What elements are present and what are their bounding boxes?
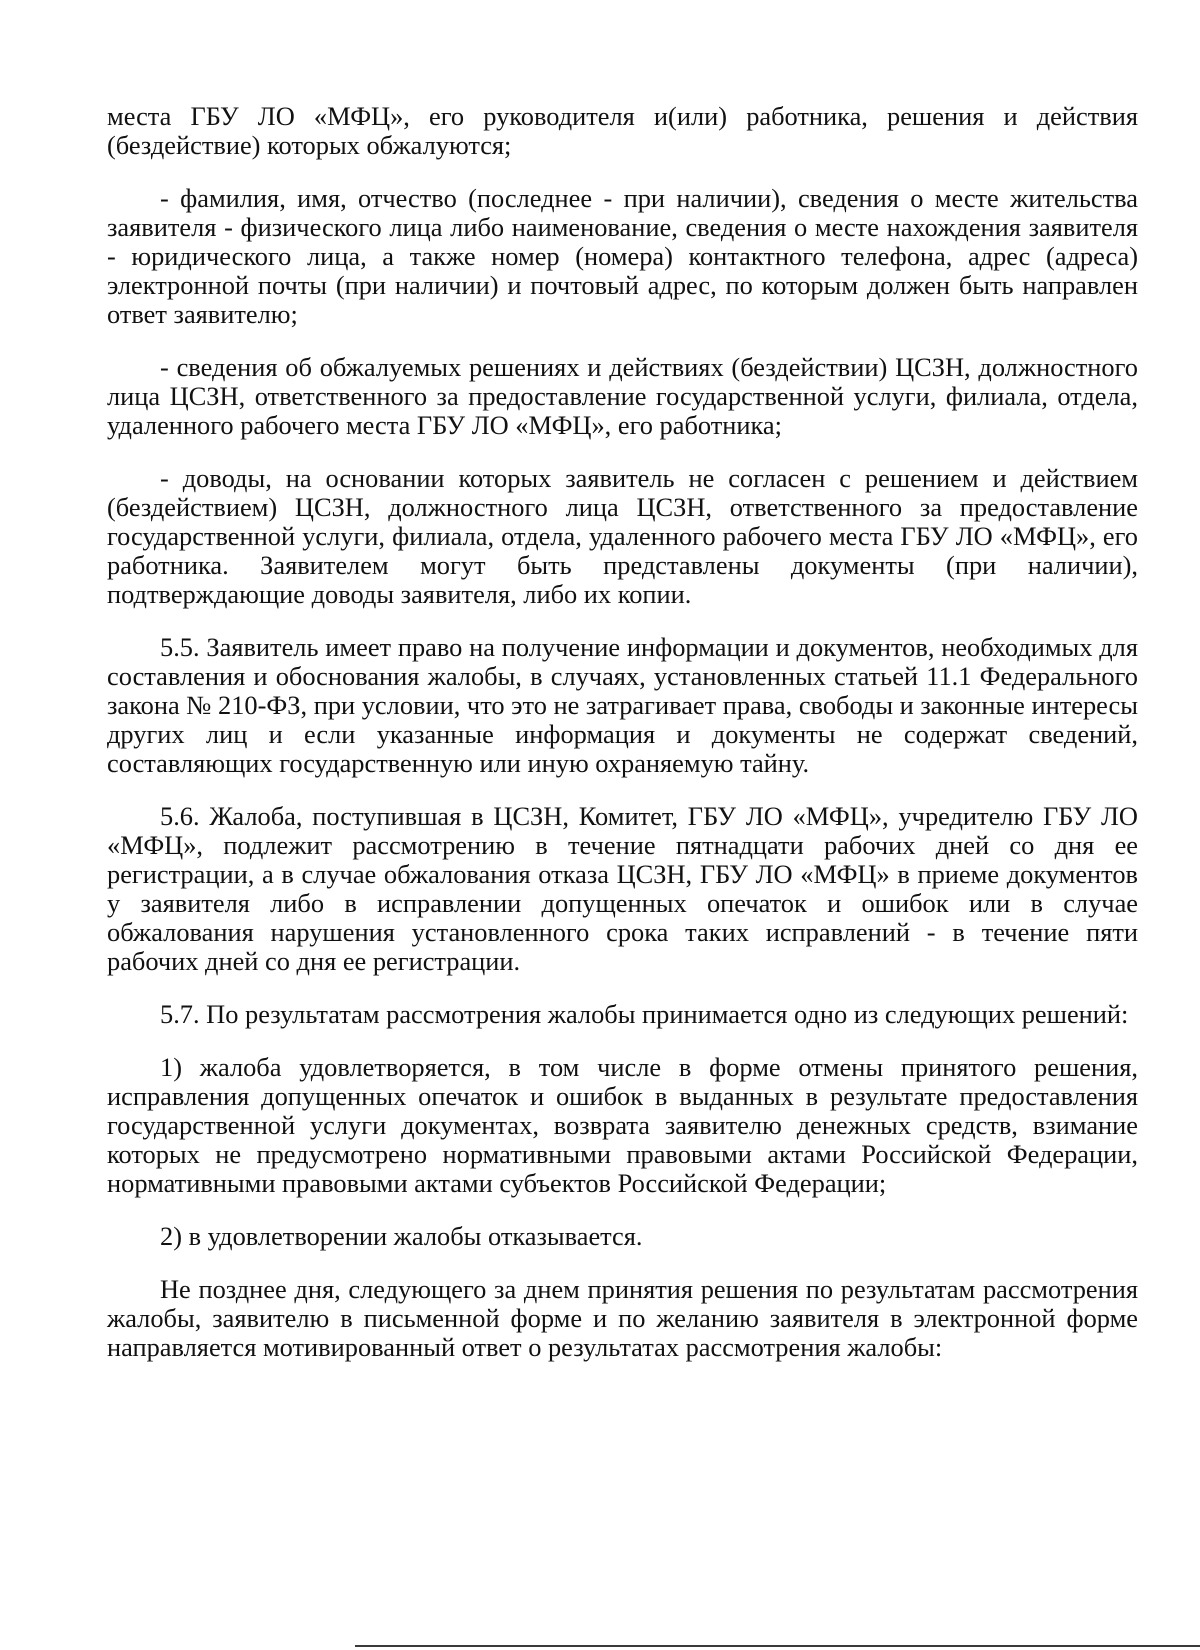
paragraph-5-6: 5.6. Жалоба, поступившая в ЦСЗН, Комитет, ГБУ ЛО «МФЦ», учредителю ГБУ ЛО «МФЦ», подлежит рассмотрению в течение пятнадцати рабочих дней со дня ее регистрации, а в случае обжалования отказа ЦСЗН, ГБУ ЛО «МФЦ» в приеме документов у заявителя либо в исправлении допущенных опечаток и ошибок или в случае обжалования нарушения установленного срока таких исправлений - в течение пяти рабочих дней со дня ее регистрации. [107, 801, 1138, 976]
paragraph-applicant-name: - фамилия, имя, отчество (последнее - при наличии), сведения о месте жительства заявителя - физического лица либо наименование, сведения о месте нахождения заявителя - юридического лица, а также номер (номера) контактного телефона, адрес (адреса) электронной почты (при наличии) и почтовый адрес, по которым должен быть направлен ответ заявителю; [107, 183, 1138, 329]
paragraph-arguments: - доводы, на основании которых заявитель не согласен с решением и действием (бездействием) ЦСЗН, должностного лица ЦСЗН, ответственного за предоставление государственной услуги, филиала, отдела, удаленного рабочего места ГБУ ЛО «МФЦ», его работника. Заявителем могут быть представлены документы (при наличии), подтверждающие доводы заявителя, либо их копии. [107, 463, 1138, 609]
paragraph-decision-1: 1) жалоба удовлетворяется, в том числе в форме отмены принятого решения, исправления допущенных опечаток и ошибок в выданных в результате предоставления государственной услуги документах, возврата заявителю денежных средств, взимание которых не предусмотрено нормативными правовыми актами Российской Федерации, нормативными правовыми актами субъектов Российской Федерации; [107, 1052, 1138, 1198]
bottom-edge-line [355, 1645, 1200, 1647]
paragraph-5-7: 5.7. По результатам рассмотрения жалобы принимается одно из следующих решений: [160, 999, 1129, 1029]
paragraph-decision-2: 2) в удовлетворении жалобы отказывается. [160, 1221, 643, 1251]
paragraph-appealed-decisions: - сведения об обжалуемых решениях и действиях (бездействии) ЦСЗН, должностного лица ЦСЗН, ответственного за предоставление государственной услуги, филиала, отдела, удаленного рабочего места ГБУ ЛО «МФЦ», его работника; [107, 352, 1138, 440]
document-body [107, 102, 1138, 1386]
paragraph-5-5: 5.5. Заявитель имеет право на получение информации и документов, необходимых для составления и обоснования жалобы, в случаях, установленных статьей 11.1 Федерального закона № 210-ФЗ, при условии, что это не затрагивает права, свободы и законные интересы других лиц и если указанные информация и документы не содержат сведений, составляющих государственную или иную охраняемую тайну. [107, 632, 1138, 778]
paragraph-response-deadline: Не позднее дня, следующего за днем принятия решения по результатам рассмотрения жалобы, заявителю в письменной форме и по желанию заявителя в электронной форме направляется мотивированный ответ о результатах рассмотрения жалобы: [107, 1274, 1138, 1362]
paragraph-continuation: места ГБУ ЛО «МФЦ», его руководителя и(или) работника, решения и действия (бездействие) которых обжалуются; [107, 101, 1138, 160]
